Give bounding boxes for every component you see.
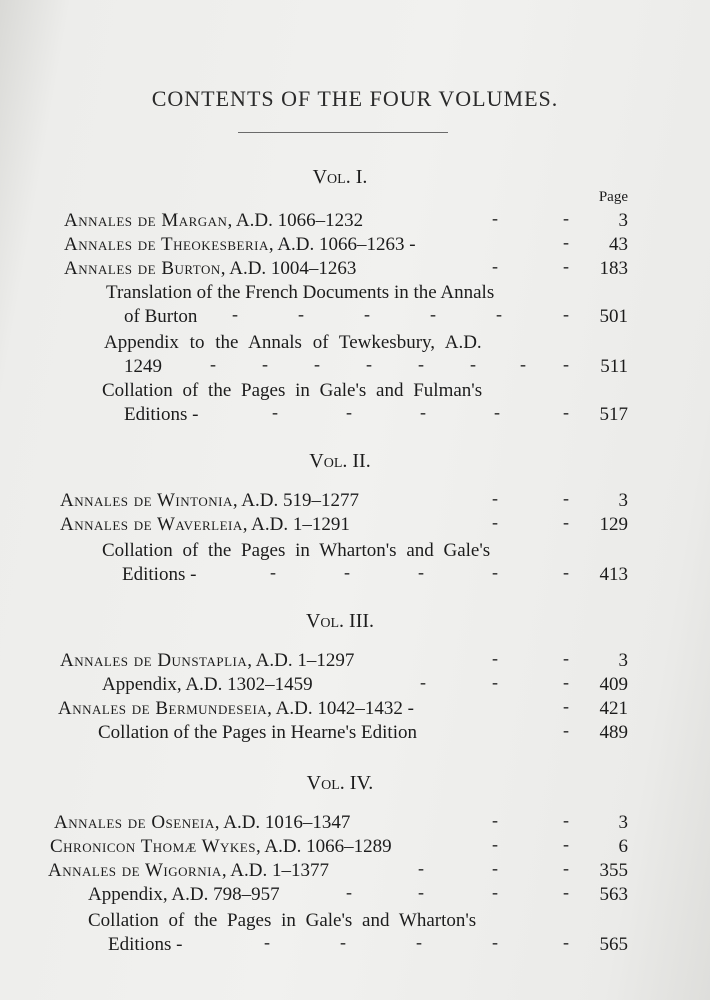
leader-dash: -	[346, 882, 352, 902]
leader-dash: -	[470, 354, 476, 374]
leader-dash: -	[264, 932, 270, 952]
toc-entry	[50, 836, 392, 858]
page-number: 413	[599, 564, 628, 585]
entry-title: Annales de Margan	[64, 210, 228, 231]
leader-dash: -	[563, 810, 569, 830]
entry-title: Annales de Theokesberia	[64, 234, 269, 255]
sub-entry-line: Appendix, A.D. 1302–1459	[102, 674, 313, 695]
vol-1-heading: Vol. I.	[312, 166, 368, 188]
leader-dash: -	[364, 304, 370, 324]
sub-entry-line	[124, 306, 197, 328]
toc-entry	[60, 650, 354, 672]
entry-dates: , A.D. 519–1277	[232, 490, 359, 511]
leader-dash: -	[563, 512, 569, 532]
entry-title: Annales de Dunstaplia	[60, 650, 248, 671]
sub-entry-line: Collation of the Pages in Hearne's Edition	[98, 722, 417, 743]
leader-dash: -	[270, 562, 276, 582]
leader-dash: -	[563, 858, 569, 878]
page-number: 563	[599, 884, 628, 905]
leader-dash: -	[210, 354, 216, 374]
leader-dash: -	[430, 304, 436, 324]
leader-dash: -	[563, 562, 569, 582]
leader-dash: -	[298, 304, 304, 324]
entry-title: Annales de Oseneia	[54, 812, 215, 833]
toc-entry	[60, 490, 359, 512]
page-number: 3	[618, 650, 628, 671]
leader-dash: -	[416, 932, 422, 952]
leader-dash: -	[563, 488, 569, 508]
sub-entry-line: Appendix, A.D. 798–957	[88, 884, 280, 905]
vol-3-heading: Vol. III.	[305, 610, 375, 632]
entry-dates: , A.D. 1–1297	[247, 650, 355, 671]
leader-dash: -	[520, 354, 526, 374]
entry-title: Annales de Waverleia	[60, 514, 243, 535]
sub-entry-line: Collation of the Pages in Wharton's and Gale's	[102, 540, 491, 561]
leader-dash: -	[492, 562, 498, 582]
sub-entry-continuation: Editions	[108, 934, 172, 955]
title-rule	[238, 132, 448, 133]
page-number: 43	[609, 234, 628, 255]
entry-title: Annales de Bermundeseia	[58, 698, 268, 719]
leader-dash: -	[563, 256, 569, 276]
leader-dash: -	[563, 402, 569, 422]
sub-entry-line: Translation of the French Documents in the Annals	[106, 282, 495, 303]
leader-dash: -	[563, 232, 569, 252]
sub-entry-line: Editions -	[122, 564, 197, 585]
leader-dash: -	[418, 858, 424, 878]
entry-title: Chronicon Thomæ Wykes	[50, 836, 256, 857]
page-number: 511	[600, 356, 628, 377]
entry-dates: , A.D. 1016–1347	[214, 812, 351, 833]
leader-dash: -	[563, 696, 569, 716]
toc-entry: Annales de Bermundeseia, A.D. 1042–1432 -	[58, 698, 414, 719]
leader-dash: -	[494, 402, 500, 422]
entry-dates: , A.D. 1066–1263	[268, 234, 405, 255]
leader-dash: -	[314, 354, 320, 374]
sub-entry-line	[124, 356, 162, 378]
leader-dash: -	[492, 882, 498, 902]
toc-entry	[54, 812, 350, 834]
sub-entry-line: Collation of the Pages in Gale's and Wharton's	[88, 910, 477, 931]
leader-dash: -	[492, 858, 498, 878]
leader-dash: -	[492, 932, 498, 952]
leader-dash: -	[492, 256, 498, 276]
leader-dash: -	[492, 512, 498, 532]
toc-entry	[60, 514, 350, 536]
page-number: 183	[599, 258, 628, 279]
leader-dash: -	[563, 354, 569, 374]
leader-dash: -	[492, 672, 498, 692]
sub-entry-continuation: Editions	[124, 404, 188, 425]
leader-dash: -	[563, 672, 569, 692]
sub-entry-line: Appendix to the Annals of Tewkesbury, A.D.	[104, 332, 482, 353]
sub-entry-continuation: Editions	[122, 564, 186, 585]
page-number: 421	[599, 698, 628, 719]
leader-dash: -	[344, 562, 350, 582]
leader-dash: -	[418, 354, 424, 374]
leader-dash: -	[340, 932, 346, 952]
leader-dash: -	[492, 834, 498, 854]
leader-dash: -	[262, 354, 268, 374]
entry-title: Annales de Wintonia	[60, 490, 233, 511]
leader-dash: -	[346, 402, 352, 422]
entry-title: Annales de Wigornia	[48, 860, 222, 881]
leader-dash: -	[563, 208, 569, 228]
toc-entry	[48, 860, 329, 882]
leader-dash: -	[420, 672, 426, 692]
leader-dash: -	[563, 882, 569, 902]
page-number: 409	[599, 674, 628, 695]
vol-2-heading: Vol. II.	[309, 450, 371, 472]
leader-dash: -	[366, 354, 372, 374]
sub-entry-continuation: 1249	[124, 356, 162, 377]
sub-entry-line: Editions -	[124, 404, 199, 425]
page-number: 3	[618, 210, 628, 231]
leader-dash: -	[418, 882, 424, 902]
leader-dash: -	[492, 208, 498, 228]
entry-dates: , A.D. 1–1377	[221, 860, 329, 881]
leader-dash: -	[563, 834, 569, 854]
toc-entry	[64, 210, 363, 232]
entry-dates: , A.D. 1066–1232	[227, 210, 364, 231]
page-number: 565	[599, 934, 628, 955]
page-number: 3	[618, 490, 628, 511]
page-title: CONTENTS OF THE FOUR VOLUMES.	[151, 86, 559, 111]
page-number: 3	[618, 812, 628, 833]
leader-dash: -	[496, 304, 502, 324]
leader-dash: -	[563, 304, 569, 324]
sub-entry-continuation: of Burton	[124, 306, 198, 327]
sub-entry-line: Collation of the Pages in Gale's and Fulman's	[102, 380, 483, 401]
sub-entry-line: Editions -	[108, 934, 183, 955]
entry-title: Annales de Burton	[64, 258, 221, 279]
entry-dates: , A.D. 1–1291	[242, 514, 350, 535]
entry-dates: , A.D. 1004–1263	[220, 258, 357, 279]
toc-entry	[64, 258, 356, 280]
page-number: 6	[618, 836, 628, 857]
vol-4-heading: Vol. IV.	[306, 772, 374, 794]
toc-entry: Annales de Theokesberia, A.D. 1066–1263 -	[64, 234, 416, 255]
leader-dash: -	[492, 648, 498, 668]
leader-dash: -	[563, 648, 569, 668]
page-number: 355	[599, 860, 628, 881]
leader-dash: -	[272, 402, 278, 422]
page-number: 501	[599, 306, 628, 327]
leader-dash: -	[563, 720, 569, 740]
page-column-label: Page	[598, 189, 628, 205]
leader-dash: -	[492, 488, 498, 508]
page-number: 489	[599, 722, 628, 743]
leader-dash: -	[420, 402, 426, 422]
leader-dash: -	[563, 932, 569, 952]
page-number: 129	[599, 514, 628, 535]
page-number: 517	[599, 404, 628, 425]
entry-dates: , A.D. 1066–1289	[255, 836, 392, 857]
leader-dash: -	[418, 562, 424, 582]
entry-dates: , A.D. 1042–1432	[267, 698, 403, 719]
leader-dash: -	[232, 304, 238, 324]
leader-dash: -	[492, 810, 498, 830]
